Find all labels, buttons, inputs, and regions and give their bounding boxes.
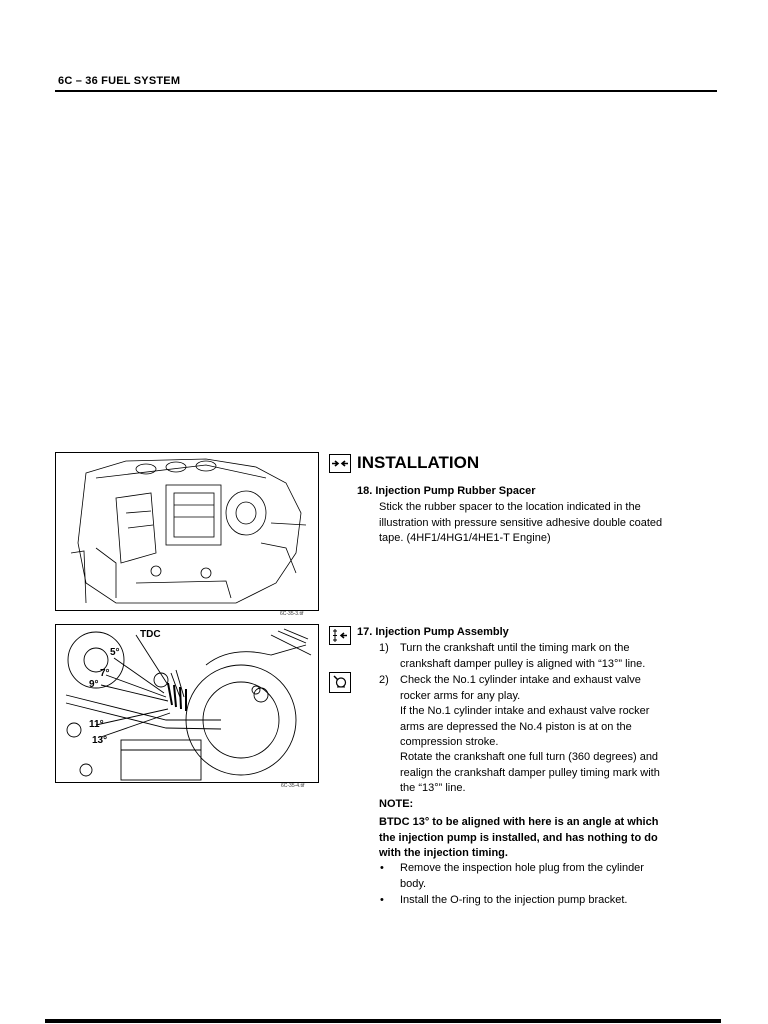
timing-mark-illustration <box>55 624 319 783</box>
bullet-item: Remove the inspection hole plug from the cylinder body. <box>400 862 644 890</box>
label-5-deg: 5° <box>110 647 120 658</box>
note-text: BTDC 13° to be aligned with here is an angle at which the injection pump is installed, and has nothing to do with the injection timing. <box>379 816 659 859</box>
item-1-text: Turn the crankshaft until the timing mark on the crankshaft damper pulley is aligned with “13°” line. <box>400 642 646 670</box>
label-7-deg: 7° <box>100 668 110 679</box>
label-9-deg: 9° <box>89 679 99 690</box>
page-header: 6C – 36 FUEL SYSTEM <box>58 75 181 87</box>
footer-rule <box>45 1019 721 1023</box>
step-18-text: Stick the rubber spacer to the location indicated in the illustration with pressure sensitive adhesive double coated tape. (4HF1/4HG1/4HE1-T Engine) <box>379 501 663 544</box>
step-17-title: 17. Injection Pump Assembly <box>357 626 509 638</box>
installation-arrows-icon <box>329 454 351 473</box>
item-2-detail-1: If the No.1 cylinder intake and exhaust valve rocker arms are depressed the No.4 piston is at on the compression stroke. <box>400 705 650 748</box>
step-18-title: 18. Injection Pump Rubber Spacer <box>357 485 536 497</box>
header-rule <box>55 90 717 92</box>
label-tdc: TDC <box>140 629 161 640</box>
align-mark-icon <box>329 626 351 645</box>
inspect-icon <box>329 672 351 693</box>
engine-illustration <box>55 452 319 611</box>
figure-caption: 6C-35-4.tif <box>281 783 305 789</box>
bullet-marker: • <box>380 862 384 874</box>
item-1-number: 1) <box>379 642 389 654</box>
bullet-item: Install the O-ring to the injection pump bracket. <box>400 894 628 906</box>
label-13-deg: 13° <box>92 735 108 746</box>
note-label: NOTE: <box>379 798 414 810</box>
item-2-detail-2: Rotate the crankshaft one full turn (360 degrees) and realign the crankshaft damper pulley timing mark with the “13°” line. <box>400 751 660 794</box>
item-2-text: Check the No.1 cylinder intake and exhaust valve rocker arms for any play. <box>400 674 641 702</box>
figure-caption: 6C-35-3.tif <box>280 611 304 617</box>
section-title: INSTALLATION <box>357 453 480 472</box>
bullet-marker: • <box>380 894 384 906</box>
item-2-number: 2) <box>379 674 389 686</box>
label-11-deg: 11° <box>89 719 104 730</box>
